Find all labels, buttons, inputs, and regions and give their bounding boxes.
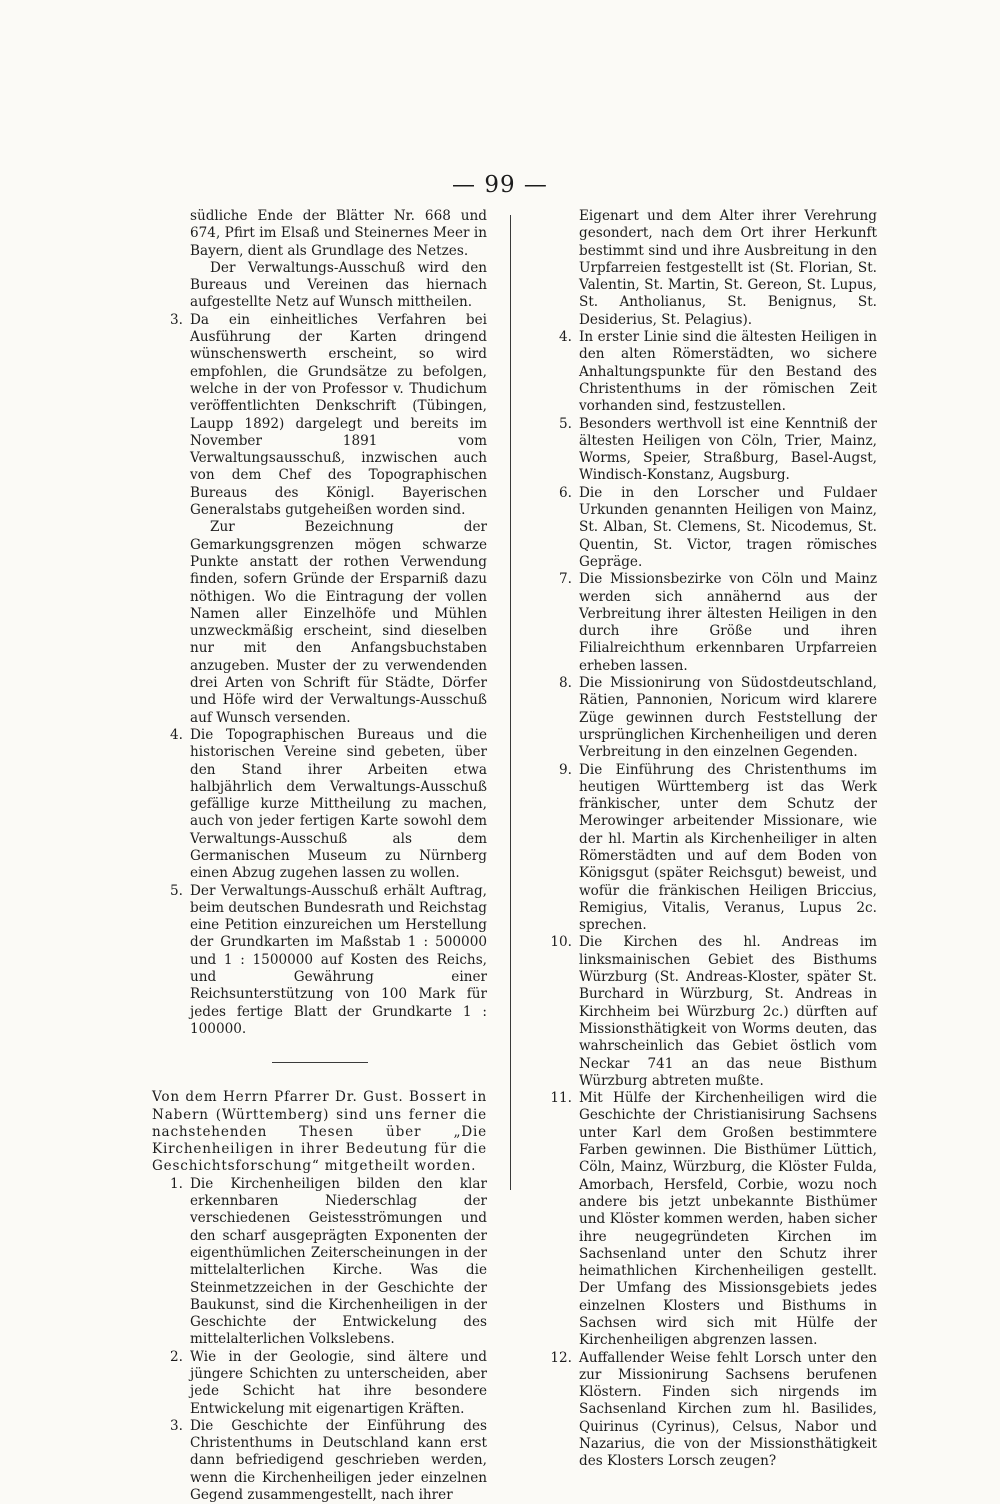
thesis-text: Die Missionirung von Südostdeutschland, Rätien, Pannonien, Noricum wird klarere Züge gewinnen durch Feststellung der ursprünglichen Kirchenheiligen und deren Verbreitung in den einzelnen Gegenden. <box>579 675 877 761</box>
thesis-item-3 <box>152 1418 487 1504</box>
thesis-item-6 <box>541 485 877 571</box>
page-number: — 99 — <box>452 172 548 198</box>
thesis-text: Mit Hülfe der Kirchenheiligen wird die Geschichte der Christianisirung Sachsens unter Karl dem Großen bestimmtere Farben gewinnen. Die Bisthümer Lüttich, Cöln, Mainz, Würzburg, die Klöster Fulda, Amorbach, Hersfeld, Corbie, wozu noch andere bis jetzt unbekannte Bisthümer und Klöster kommen werden, haben sicher ihre neugegründeten Kirchen im Sachsenland unter den Schutz ihrer heimathlichen Kirchenheiligen gestellt. Der Umfang des Missionsgebiets jedes einzelnen Klosters und Bisthums in Sachsen wird sich mit Hülfe der Kirchenheiligen abgrenzen lassen. <box>579 1090 877 1349</box>
right-continuation-text: Eigenart und dem Alter ihrer Verehrung gesondert, nach dem Ort ihrer Herkunft bestimmt sind und ihre Ausbreitung in den Urpfarreien festgestellt ist (St. Florian, St. Valentin, St. Martin, St. Gereon, St. Lupus, St. Antholianus, St. Benignus, St. Desiderius, St. Pelagius). <box>579 208 877 328</box>
thesis-text: Die Missionsbezirke von Cöln und Mainz werden sich annähernd aus der Verbreitung ihrer ältesten Heiligen in den durch ihre Größe und ihren Filialreichthum erkennbaren Urpfarreien erheben lassen. <box>579 571 877 674</box>
item-text: Die Topographischen Bureaus und die historischen Vereine sind gebeten, über den Stand ihrer Arbeiten etwa halbjährlich dem Verwaltungs-Ausschuß gefällige kurze Mittheilung zu machen, auch von jeder fertigen Karte sowohl dem Verwaltungs-Ausschuß als dem Germanischen Museum zu Nürnberg einen Abzug zugehen lassen zu wollen. <box>190 726 487 882</box>
thesis-number: 5. <box>559 415 572 432</box>
thesis-item-8 <box>541 675 877 761</box>
thesis-number: 1. <box>170 1175 183 1192</box>
thesis-number: 3. <box>170 1417 183 1434</box>
thesis-number: 6. <box>559 484 572 501</box>
thesis-number: 2. <box>170 1348 183 1365</box>
thesis-number: 4. <box>559 329 572 346</box>
thesis-text: Besonders werthvoll ist eine Kenntniß der ältesten Heiligen von Cöln, Trier, Mainz, Worms, Speier, Straßburg, Basel-Augst, Windisch-Konstanz, Augsburg. <box>579 415 877 484</box>
thesis-text: Die Kirchenheiligen bilden den klar erkennbaren Niederschlag der verschiedenen Geistesströmungen und den scharf ausgeprägten Exponenten der eigenthümlichen Zeiterscheinungen in der mittelalterlichen Kirche. Was die Steinmetzzeichen in der Geschichte der Baukunst, sind die Kirchenheiligen in der Geschichte der Entwickelung des mittelalterlichen Volkslebens. <box>190 1175 487 1348</box>
left-continuation-paragraph-2: Der Verwaltungs-Ausschuß wird den Bureaus und Vereinen das hiernach aufgestellte Netz auf Wunsch mittheilen. <box>190 259 487 311</box>
thesis-number: 8. <box>559 675 572 692</box>
resolution-item-4 <box>152 727 487 883</box>
thesis-item-11 <box>541 1090 877 1349</box>
item-text: Der Verwaltungs-Ausschuß erhält Auftrag, beim deutschen Bundesrath und Reichstag eine Petition einzureichen um Herstellung der Grundkarten im Maßstab 1 : 500000 und 1 : 1500000 auf Kosten des Reichs, und Gewährung einer Reichsunterstützung von 100 Mark für jedes fertige Blatt der Grundkarte 1 : 100000. <box>190 882 487 1037</box>
thesis-number: 7. <box>559 571 572 588</box>
item-text: Da ein einheitliches Verfahren bei Ausführung der Karten dringend wünschenswerth erscheint, so wird empfohlen, die Grundsätze zu befolgen, welche in der von Professor v. Thudichum veröffentlichten Denkschrift (Tübingen, Laupp 1892) dargelegt und bereits im November 1891 vom Verwaltungsausschuß, inzwischen auch von dem Chef des Topographischen Bureaus des Königl. Bayerischen Generalstabs gutgeheißen worden sind. <box>190 311 487 519</box>
thesis-text: Die Geschichte der Einführung des Christenthums in Deutschland kann erst dann befriedigend geschrieben werden, wenn die Kirchenheiligen jeder einzelnen Gegend zusammengestellt, nach ihrer <box>190 1417 487 1504</box>
column-divider-rule <box>510 215 511 1190</box>
thesis-text: Auffallender Weise fehlt Lorsch unter den zur Missionirung Sachsens berufenen Klöstern. Finden sich nirgends im Sachsenland Kirchen zum hl. Basilides, Quirinus (Cyrinus), Celsus, Nabor und Nazarius, die von der Missionsthätigkeit des Klosters Lorsch zeugen? <box>579 1349 877 1470</box>
thesis-number: 11. <box>550 1090 572 1107</box>
thesis-item-10 <box>541 934 877 1090</box>
item-text-paragraph-2: Zur Bezeichnung der Gemarkungsgrenzen mögen schwarze Punkte anstatt der rothen Verwendung finden, sofern Gründe der Ersparniß dazu nöthigen. Wo die Eintragung der vollen Namen aller Einzelhöfe und Mühlen unzweckmäßig erscheint, sind dieselben nur mit den Anfangsbuchstaben anzugeben. Muster der zu verwendenden drei Arten von Schrift für Städte, Dörfer und Höfe wird der Verwaltungs-Ausschuß auf Wunsch versenden. <box>190 519 487 726</box>
thesis-text: In erster Linie sind die ältesten Heiligen in den alten Römerstädten, wo sichere Anhaltungspunkte für den Bestand des Christenthums in der römischen Zeit vorhanden sind, festzustellen. <box>579 329 877 415</box>
thesis-text: Die Einführung des Christenthums im heutigen Württemberg ist das Werk fränkischer, unter dem Schutz der Merowinger arbeitender Missionare, wie der hl. Martin als Kirchenheiliger in alten Römerstädten und auf dem Boden von Königsgut (später Reichsgut) beweist, und wofür die fränkischen Heiligen Briccius, Remigius, Vitalis, Veranus, Lupus 2c. sprechen. <box>579 761 877 934</box>
resolution-item-3 <box>152 312 487 727</box>
thesis-number: 9. <box>559 761 572 778</box>
left-continuation-text: südliche Ende der Blätter Nr. 668 und 674, Pfirt im Elsaß und Steinernes Meer in Bayern, dient als Grundlage des Netzes. <box>190 208 487 259</box>
thesis-item-12 <box>541 1350 877 1471</box>
section-divider <box>272 1062 368 1063</box>
thesis-text: Die Kirchen des hl. Andreas im linksmainischen Gebiet des Bisthums Würzburg (St. Andreas-Kloster, später St. Burchard in Würzburg, St. Andreas in Kirchheim bei Würzburg 2c.) dürften auf Missionsthätigkeit von Worms deuten, das wahrscheinlich das Gebiet östlich vom Neckar 741 an das neue Bisthum Würzburg abtreten mußte. <box>579 934 877 1089</box>
thesis-text: Die in den Lorscher und Fuldaer Urkunden genannten Heiligen von Mainz, St. Alban, St. Clemens, St. Nicodemus, St. Quentin, St. Victor, tragen römisches Gepräge. <box>579 484 877 570</box>
thesis-item-4 <box>541 329 877 415</box>
right-column <box>541 208 877 1471</box>
thesis-item-2 <box>152 1349 487 1418</box>
thesis-item-5 <box>541 416 877 485</box>
item-number: 5. <box>170 882 183 899</box>
item-number: 3. <box>170 311 183 328</box>
thesis-number: 12. <box>550 1349 572 1366</box>
thesis-item-7 <box>541 571 877 675</box>
resolution-item-5 <box>152 883 487 1039</box>
left-column <box>152 208 487 1504</box>
thesis-text: Wie in der Geologie, sind ältere und jüngere Schichten zu unterscheiden, aber jede Schicht hat ihre besondere Entwickelung mit eigenartigen Kräften. <box>190 1348 487 1417</box>
theses-introduction: Von dem Herrn Pfarrer Dr. Gust. Bossert in Nabern (Württemberg) sind uns ferner die nachstehenden Thesen über „Die Kirchenheiligen in ihrer Bedeutung für die Geschichtsforschung“ mitgetheilt worden. <box>152 1089 487 1175</box>
item-number: 4. <box>170 726 183 743</box>
thesis-number: 10. <box>550 934 572 951</box>
thesis-item-9 <box>541 762 877 935</box>
thesis-item-1 <box>152 1176 487 1349</box>
